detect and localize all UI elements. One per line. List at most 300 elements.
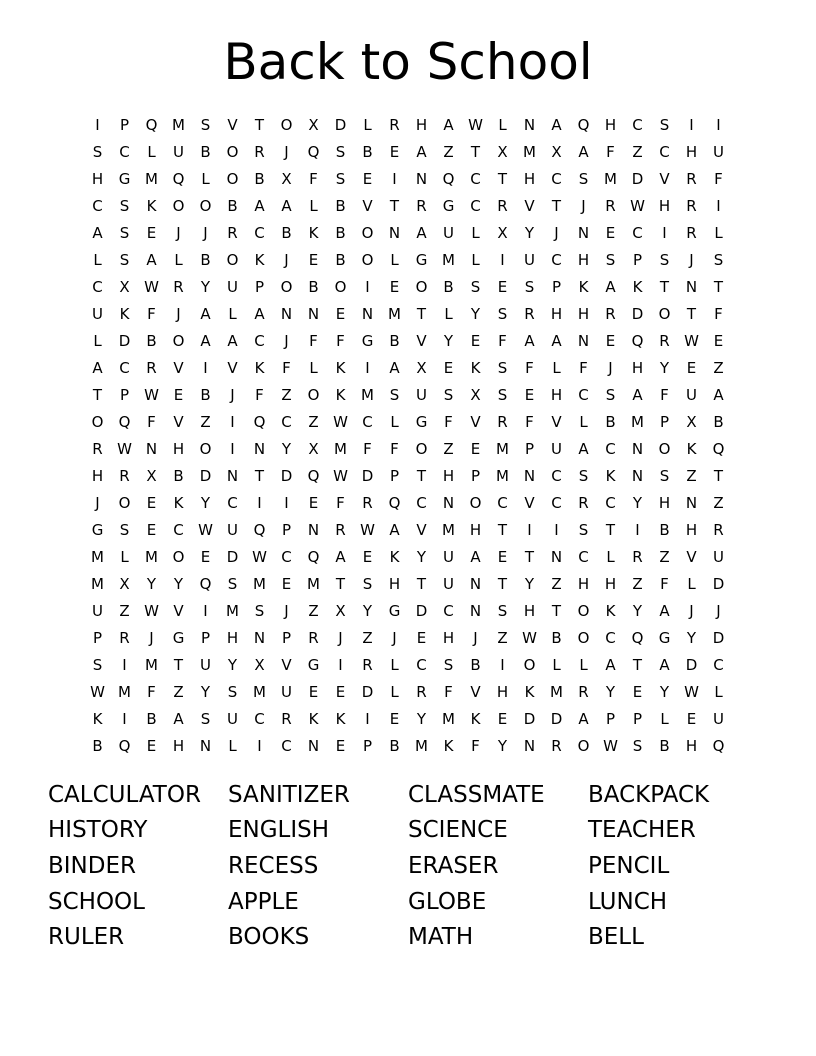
grid-letter: T bbox=[713, 277, 724, 296]
grid-letter: L bbox=[714, 223, 723, 242]
grid-letter: N bbox=[469, 575, 482, 594]
grid-letter: M bbox=[550, 683, 563, 702]
grid-letter: P bbox=[119, 115, 130, 134]
grid-letter: K bbox=[254, 358, 265, 377]
grid-letter: M bbox=[226, 602, 239, 621]
grid-row bbox=[84, 192, 732, 219]
grid-letter: E bbox=[632, 683, 643, 702]
grid-letter: L bbox=[498, 115, 507, 134]
grid-letter: A bbox=[605, 277, 616, 296]
grid-letter: O bbox=[199, 439, 212, 458]
grid-letter: N bbox=[388, 223, 401, 242]
grid-row bbox=[84, 625, 732, 652]
grid-letter: L bbox=[93, 250, 102, 269]
grid-letter: Z bbox=[362, 629, 373, 648]
grid-letter: D bbox=[631, 304, 644, 323]
grid-letter: E bbox=[146, 493, 157, 512]
grid-letter: C bbox=[632, 115, 643, 134]
grid-letter: B bbox=[470, 656, 481, 675]
grid-letter: I bbox=[365, 710, 370, 729]
word-list-item: SANITIZER bbox=[228, 781, 350, 808]
grid-letter: J bbox=[284, 250, 289, 269]
grid-letter: D bbox=[361, 466, 374, 485]
grid-letter: A bbox=[578, 439, 589, 458]
grid-letter: T bbox=[254, 115, 265, 134]
grid-letter: R bbox=[551, 737, 562, 756]
grid-letter: C bbox=[254, 223, 265, 242]
grid-letter: T bbox=[659, 277, 670, 296]
grid-letter: D bbox=[361, 683, 374, 702]
grid-letter: G bbox=[658, 629, 671, 648]
grid-letter: B bbox=[335, 250, 346, 269]
grid-letter: T bbox=[605, 520, 616, 539]
grid-letter: L bbox=[228, 737, 237, 756]
grid-letter: N bbox=[226, 466, 239, 485]
grid-letter: Q bbox=[118, 737, 131, 756]
grid-letter: S bbox=[497, 602, 508, 621]
grid-letter: U bbox=[551, 439, 562, 458]
grid-letter: A bbox=[551, 115, 562, 134]
grid-letter: F bbox=[390, 439, 399, 458]
grid-letter: Q bbox=[172, 169, 185, 188]
word-list-item: RULER bbox=[48, 924, 125, 951]
page-title: Back to School bbox=[223, 33, 593, 91]
grid-letter: H bbox=[388, 575, 401, 594]
grid-letter: I bbox=[203, 602, 208, 621]
grid-letter: N bbox=[145, 439, 158, 458]
grid-letter: R bbox=[632, 548, 643, 567]
grid-letter: T bbox=[254, 466, 265, 485]
grid-letter: N bbox=[685, 493, 698, 512]
grid-letter: T bbox=[335, 575, 346, 594]
grid-letter: A bbox=[416, 223, 427, 242]
grid-letter: M bbox=[145, 656, 158, 675]
grid-letter: X bbox=[335, 602, 346, 621]
grid-letter: B bbox=[335, 196, 346, 215]
word-list-item: TEACHER bbox=[588, 817, 696, 844]
grid-row bbox=[84, 246, 732, 273]
grid-letter: P bbox=[551, 277, 562, 296]
grid-letter: K bbox=[686, 439, 697, 458]
grid-letter: W bbox=[522, 629, 537, 648]
grid-letter: W bbox=[360, 520, 375, 539]
grid-letter: Z bbox=[200, 412, 211, 431]
grid-letter: S bbox=[605, 385, 616, 404]
grid-letter: C bbox=[281, 548, 292, 567]
grid-letter: G bbox=[307, 656, 320, 675]
grid-letter: M bbox=[496, 439, 509, 458]
grid-letter: T bbox=[686, 304, 697, 323]
grid-letter: B bbox=[659, 520, 670, 539]
grid-letter: R bbox=[416, 196, 427, 215]
grid-letter: H bbox=[685, 737, 698, 756]
word-list bbox=[48, 777, 768, 955]
grid-letter: I bbox=[500, 250, 505, 269]
grid-letter: U bbox=[92, 304, 103, 323]
grid-letter: J bbox=[581, 196, 586, 215]
word-list-item: CLASSMATE bbox=[408, 781, 545, 808]
grid-letter: A bbox=[551, 331, 562, 350]
grid-letter: M bbox=[307, 575, 320, 594]
grid-letter: E bbox=[362, 169, 373, 188]
grid-letter: X bbox=[281, 169, 292, 188]
grid-letter: L bbox=[552, 358, 561, 377]
grid-letter: A bbox=[470, 548, 481, 567]
grid-letter: Q bbox=[631, 629, 644, 648]
grid-letter: O bbox=[658, 304, 671, 323]
grid-letter: F bbox=[336, 331, 345, 350]
grid-letter: R bbox=[686, 169, 697, 188]
grid-letter: T bbox=[632, 656, 643, 675]
grid-letter: C bbox=[416, 493, 427, 512]
grid-letter: M bbox=[604, 169, 617, 188]
grid-letter: L bbox=[120, 548, 129, 567]
grid-letter: M bbox=[361, 385, 374, 404]
grid-letter: Z bbox=[281, 385, 292, 404]
grid-letter: W bbox=[333, 412, 348, 431]
grid-letter: D bbox=[550, 710, 563, 729]
grid-letter: D bbox=[415, 602, 428, 621]
grid-letter: J bbox=[689, 250, 694, 269]
grid-letter: E bbox=[308, 683, 319, 702]
grid-letter: P bbox=[605, 710, 616, 729]
grid-letter: M bbox=[91, 575, 104, 594]
grid-letter: Y bbox=[632, 493, 643, 512]
word-list-item: ERASER bbox=[408, 852, 499, 879]
grid-letter: I bbox=[635, 520, 640, 539]
grid-letter: V bbox=[470, 683, 481, 702]
grid-letter: E bbox=[470, 439, 481, 458]
grid-letter: H bbox=[442, 629, 455, 648]
word-list-item: PENCIL bbox=[588, 852, 670, 879]
grid-letter: Z bbox=[659, 548, 670, 567]
grid-letter: O bbox=[172, 196, 185, 215]
grid-letter: D bbox=[712, 575, 725, 594]
grid-letter: F bbox=[282, 358, 291, 377]
grid-letter: Y bbox=[416, 710, 427, 729]
grid-letter: Z bbox=[551, 575, 562, 594]
grid-letter: R bbox=[254, 142, 265, 161]
grid-letter: Y bbox=[659, 683, 670, 702]
grid-letter: C bbox=[119, 142, 130, 161]
grid-letter: E bbox=[416, 629, 427, 648]
grid-letter: I bbox=[257, 737, 262, 756]
grid-letter: F bbox=[147, 683, 156, 702]
grid-letter: L bbox=[471, 250, 480, 269]
grid-letter: E bbox=[497, 710, 508, 729]
grid-letter: K bbox=[119, 304, 130, 323]
grid-letter: T bbox=[92, 385, 103, 404]
word-list-row bbox=[48, 848, 768, 884]
grid-letter: E bbox=[686, 358, 697, 377]
grid-letter: C bbox=[497, 493, 508, 512]
grid-row bbox=[84, 219, 732, 246]
grid-letter: E bbox=[389, 142, 400, 161]
grid-letter: L bbox=[147, 142, 156, 161]
grid-letter: E bbox=[389, 277, 400, 296]
grid-letter: B bbox=[146, 331, 157, 350]
grid-letter: S bbox=[443, 656, 454, 675]
grid-letter: M bbox=[442, 250, 455, 269]
grid-letter: G bbox=[415, 250, 428, 269]
grid-letter: V bbox=[281, 656, 292, 675]
grid-letter: X bbox=[119, 277, 130, 296]
grid-letter: T bbox=[497, 575, 508, 594]
grid-letter: S bbox=[659, 250, 670, 269]
grid-letter: S bbox=[362, 575, 373, 594]
grid-letter: S bbox=[119, 223, 130, 242]
grid-letter: C bbox=[227, 493, 238, 512]
grid-letter: F bbox=[579, 358, 588, 377]
grid-letter: M bbox=[118, 683, 131, 702]
grid-letter: M bbox=[334, 439, 347, 458]
grid-letter: R bbox=[227, 223, 238, 242]
grid-letter: U bbox=[686, 385, 697, 404]
grid-letter: S bbox=[92, 142, 103, 161]
grid-letter: E bbox=[146, 223, 157, 242]
grid-letter: L bbox=[660, 710, 669, 729]
grid-letter: C bbox=[281, 412, 292, 431]
grid-letter: I bbox=[257, 493, 262, 512]
grid-letter: L bbox=[363, 115, 372, 134]
grid-letter: B bbox=[605, 412, 616, 431]
grid-letter: E bbox=[281, 575, 292, 594]
grid-letter: O bbox=[415, 439, 428, 458]
grid-letter: E bbox=[335, 683, 346, 702]
grid-letter: Q bbox=[631, 331, 644, 350]
grid-letter: Y bbox=[524, 575, 535, 594]
grid-letter: X bbox=[497, 142, 508, 161]
grid-letter: A bbox=[659, 656, 670, 675]
grid-letter: H bbox=[631, 358, 644, 377]
grid-letter: Q bbox=[199, 575, 212, 594]
grid-row bbox=[84, 652, 732, 679]
grid-letter: G bbox=[118, 169, 131, 188]
grid-letter: O bbox=[226, 142, 239, 161]
grid-letter: R bbox=[686, 196, 697, 215]
grid-letter: O bbox=[577, 629, 590, 648]
grid-letter: G bbox=[361, 331, 374, 350]
grid-letter: I bbox=[527, 520, 532, 539]
grid-letter: X bbox=[308, 115, 319, 134]
grid-letter: C bbox=[92, 277, 103, 296]
grid-letter: K bbox=[335, 710, 346, 729]
grid-letter: V bbox=[416, 331, 427, 350]
grid-letter: O bbox=[361, 223, 374, 242]
grid-letter: J bbox=[230, 385, 235, 404]
grid-letter: K bbox=[335, 385, 346, 404]
grid-letter: H bbox=[172, 737, 185, 756]
grid-letter: B bbox=[254, 169, 265, 188]
grid-letter: K bbox=[335, 358, 346, 377]
grid-letter: O bbox=[361, 250, 374, 269]
grid-letter: Q bbox=[253, 412, 266, 431]
grid-letter: N bbox=[253, 439, 266, 458]
grid-letter: Z bbox=[119, 602, 130, 621]
grid-letter: W bbox=[117, 439, 132, 458]
grid-row bbox=[84, 544, 732, 571]
grid-letter: Z bbox=[632, 142, 643, 161]
grid-letter: A bbox=[146, 250, 157, 269]
grid-letter: D bbox=[712, 629, 725, 648]
grid-letter: H bbox=[604, 575, 617, 594]
grid-letter: W bbox=[333, 466, 348, 485]
grid-letter: S bbox=[659, 466, 670, 485]
grid-letter: O bbox=[172, 548, 185, 567]
grid-letter: D bbox=[523, 710, 536, 729]
grid-letter: K bbox=[524, 683, 535, 702]
grid-letter: X bbox=[416, 358, 427, 377]
grid-letter: J bbox=[473, 629, 478, 648]
grid-letter: N bbox=[361, 304, 374, 323]
grid-letter: J bbox=[284, 602, 289, 621]
grid-letter: C bbox=[713, 656, 724, 675]
grid-letter: A bbox=[605, 656, 616, 675]
grid-letter: B bbox=[362, 142, 373, 161]
grid-row bbox=[84, 733, 732, 760]
grid-letter: U bbox=[173, 142, 184, 161]
grid-letter: U bbox=[443, 548, 454, 567]
grid-letter: L bbox=[390, 250, 399, 269]
grid-letter: O bbox=[118, 493, 131, 512]
grid-letter: U bbox=[227, 710, 238, 729]
grid-letter: Y bbox=[605, 683, 616, 702]
grid-letter: H bbox=[658, 196, 671, 215]
grid-letter: N bbox=[523, 115, 536, 134]
grid-row bbox=[84, 165, 732, 192]
grid-letter: I bbox=[365, 277, 370, 296]
grid-letter: M bbox=[388, 304, 401, 323]
grid-letter: L bbox=[390, 656, 399, 675]
grid-row bbox=[84, 435, 732, 462]
grid-letter: N bbox=[523, 466, 536, 485]
grid-letter: V bbox=[173, 412, 184, 431]
grid-letter: O bbox=[658, 439, 671, 458]
grid-letter: F bbox=[309, 331, 318, 350]
grid-letter: S bbox=[335, 142, 346, 161]
grid-letter: I bbox=[716, 115, 721, 134]
grid-letter: U bbox=[281, 683, 292, 702]
grid-letter: D bbox=[199, 466, 212, 485]
grid-letter: W bbox=[144, 385, 159, 404]
grid-letter: S bbox=[659, 115, 670, 134]
grid-letter: A bbox=[389, 358, 400, 377]
grid-row bbox=[84, 571, 732, 598]
grid-letter: I bbox=[365, 358, 370, 377]
grid-letter: S bbox=[119, 520, 130, 539]
grid-letter: C bbox=[443, 602, 454, 621]
grid-letter: H bbox=[550, 304, 563, 323]
grid-letter: I bbox=[230, 439, 235, 458]
word-list-item: BACKPACK bbox=[588, 781, 710, 808]
grid-letter: E bbox=[605, 331, 616, 350]
grid-letter: W bbox=[684, 683, 699, 702]
grid-letter: T bbox=[416, 575, 427, 594]
grid-letter: O bbox=[226, 169, 239, 188]
grid-letter: L bbox=[93, 331, 102, 350]
grid-letter: H bbox=[577, 250, 590, 269]
grid-letter: T bbox=[497, 169, 508, 188]
grid-letter: Y bbox=[200, 683, 211, 702]
grid-letter: A bbox=[632, 385, 643, 404]
grid-letter: M bbox=[496, 466, 509, 485]
grid-letter: N bbox=[523, 737, 536, 756]
grid-letter: M bbox=[442, 710, 455, 729]
grid-letter: B bbox=[200, 142, 211, 161]
grid-letter: S bbox=[200, 710, 211, 729]
grid-letter: H bbox=[496, 683, 509, 702]
grid-letter: U bbox=[227, 277, 238, 296]
grid-letter: L bbox=[309, 358, 318, 377]
grid-letter: N bbox=[577, 223, 590, 242]
word-list-item: MATH bbox=[408, 924, 474, 951]
grid-letter: M bbox=[91, 548, 104, 567]
grid-letter: E bbox=[470, 331, 481, 350]
grid-letter: R bbox=[362, 656, 373, 675]
grid-letter: R bbox=[578, 493, 589, 512]
grid-letter: C bbox=[578, 385, 589, 404]
grid-letter: Y bbox=[173, 575, 184, 594]
grid-letter: N bbox=[442, 493, 455, 512]
grid-letter: Z bbox=[713, 493, 724, 512]
grid-letter: B bbox=[713, 412, 724, 431]
grid-letter: S bbox=[578, 520, 589, 539]
grid-row bbox=[84, 354, 732, 381]
grid-letter: H bbox=[577, 575, 590, 594]
grid-letter: Y bbox=[497, 737, 508, 756]
grid-letter: M bbox=[172, 115, 185, 134]
word-list-item: BINDER bbox=[48, 852, 136, 879]
grid-letter: M bbox=[523, 142, 536, 161]
grid-letter: R bbox=[119, 466, 130, 485]
grid-letter: T bbox=[416, 304, 427, 323]
grid-letter: X bbox=[551, 142, 562, 161]
grid-letter: X bbox=[308, 439, 319, 458]
grid-letter: S bbox=[119, 250, 130, 269]
grid-letter: Q bbox=[712, 439, 725, 458]
grid-letter: S bbox=[578, 466, 589, 485]
grid-letter: H bbox=[658, 493, 671, 512]
grid-letter: R bbox=[308, 629, 319, 648]
grid-letter: S bbox=[92, 656, 103, 675]
grid-letter: B bbox=[92, 737, 103, 756]
grid-letter: U bbox=[713, 142, 724, 161]
grid-letter: I bbox=[689, 115, 694, 134]
grid-letter: U bbox=[524, 250, 535, 269]
grid-letter: B bbox=[389, 331, 400, 350]
grid-letter: J bbox=[176, 223, 181, 242]
grid-letter: F bbox=[255, 385, 264, 404]
grid-letter: S bbox=[389, 385, 400, 404]
grid-letter: J bbox=[203, 223, 208, 242]
grid-letter: N bbox=[631, 439, 644, 458]
grid-letter: E bbox=[308, 493, 319, 512]
grid-letter: L bbox=[714, 683, 723, 702]
grid-letter: S bbox=[497, 385, 508, 404]
grid-letter: K bbox=[92, 710, 103, 729]
grid-letter: J bbox=[554, 223, 559, 242]
grid-letter: R bbox=[416, 683, 427, 702]
grid-letter: Z bbox=[686, 466, 697, 485]
grid-letter: U bbox=[227, 520, 238, 539]
grid-letter: C bbox=[119, 358, 130, 377]
grid-letter: P bbox=[470, 466, 481, 485]
grid-letter: F bbox=[309, 169, 318, 188]
grid-row bbox=[84, 679, 732, 706]
grid-letter: L bbox=[390, 412, 399, 431]
grid-letter: I bbox=[203, 358, 208, 377]
grid-letter: T bbox=[389, 196, 400, 215]
